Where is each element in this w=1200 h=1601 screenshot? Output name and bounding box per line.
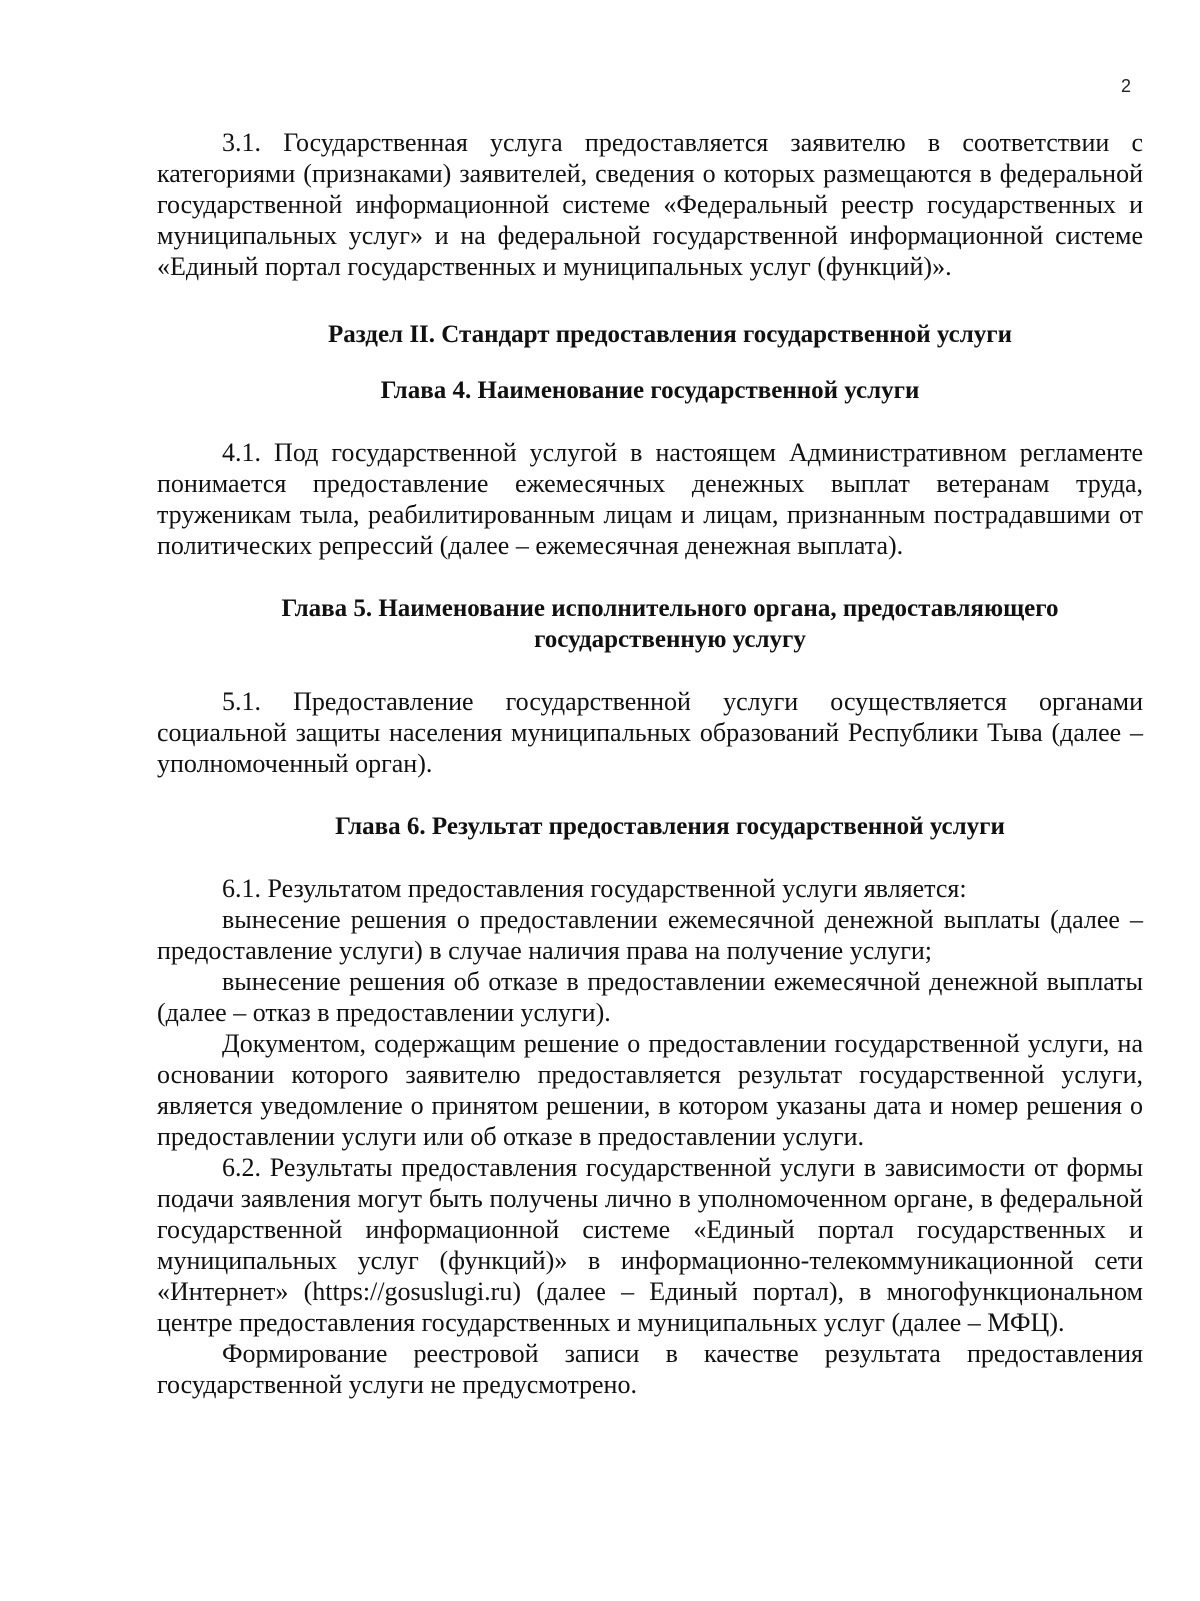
document-body	[157, 127, 1143, 1400]
page-number: 2	[1121, 76, 1132, 96]
section-2-heading: Раздел II. Стандарт предоставления государственной услуги	[327, 321, 1013, 348]
chapter-6-heading: Глава 6. Результат предоставления государственной услуги	[335, 813, 1005, 840]
paragraph-5-1: 5.1. Предоставление государственной услуги осуществляется органами социальной защиты населения муниципальных образований Республики Тыва (далее – уполномоченный орган).	[157, 687, 1143, 778]
chapter-5-heading: Глава 5. Наименование исполнительного органа, предоставляющего государственную услугу	[281, 595, 1059, 653]
paragraph-3-1: 3.1. Государственная услуга предоставляется заявителю в соответствии с категориями (признаками) заявителей, сведения о которых размещаются в федеральной государственной информационной системе «Федеральный реестр государственных и муниципальных услуг» и на федеральной государственной информационной системе «Единый портал государственных и муниципальных услуг (функций)».	[157, 128, 1143, 281]
paragraph-6-1-document: Документом, содержащим решение о предоставлении государственной услуги, на основании которого заявителю предоставляется результат государственной услуги, является уведомление о принятом решении, в котором указаны дата и номер решения о предоставлении услуги или об отказе в предоставлении услуги.	[157, 1029, 1143, 1151]
paragraph-6-1-intro: 6.1. Результатом предоставления государственной услуги является:	[222, 874, 967, 903]
paragraph-6-1-refusal: вынесение решения об отказе в предоставлении ежемесячной денежной выплаты (далее – отказ в предоставлении услуги).	[157, 967, 1143, 1027]
paragraph-6-1-grant: вынесение решения о предоставлении ежемесячной денежной выплаты (далее – предоставление услуги) в случае наличия права на получение услуги;	[157, 905, 1143, 965]
paragraph-4-1: 4.1. Под государственной услугой в настоящем Административном регламенте понимается предоставление ежемесячных денежных выплат ветеранам труда, труженикам тыла, реабилитированным лицам и лицам, признанным пострадавшими от политических репрессий (далее – ежемесячная денежная выплата).	[157, 438, 1143, 560]
paragraph-6-2: 6.2. Результаты предоставления государственной услуги в зависимости от формы подачи заявления могут быть получены лично в уполномоченном органе, в федеральной государственной информационной системе «Единый портал государственных и муниципальных услуг (функций)» в информационно-телекоммуникационной сети «Интернет» (https://gosuslugi.ru) (далее – Единый портал), в многофункциональном центре предоставления государственных и муниципальных услуг (далее – МФЦ).	[157, 1153, 1143, 1337]
chapter-4-heading: Глава 4. Наименование государственной услуги	[380, 377, 920, 404]
paragraph-6-2-registry: Формирование реестровой записи в качестве результата предоставления государственной услуги не предусмотрено.	[157, 1339, 1143, 1399]
